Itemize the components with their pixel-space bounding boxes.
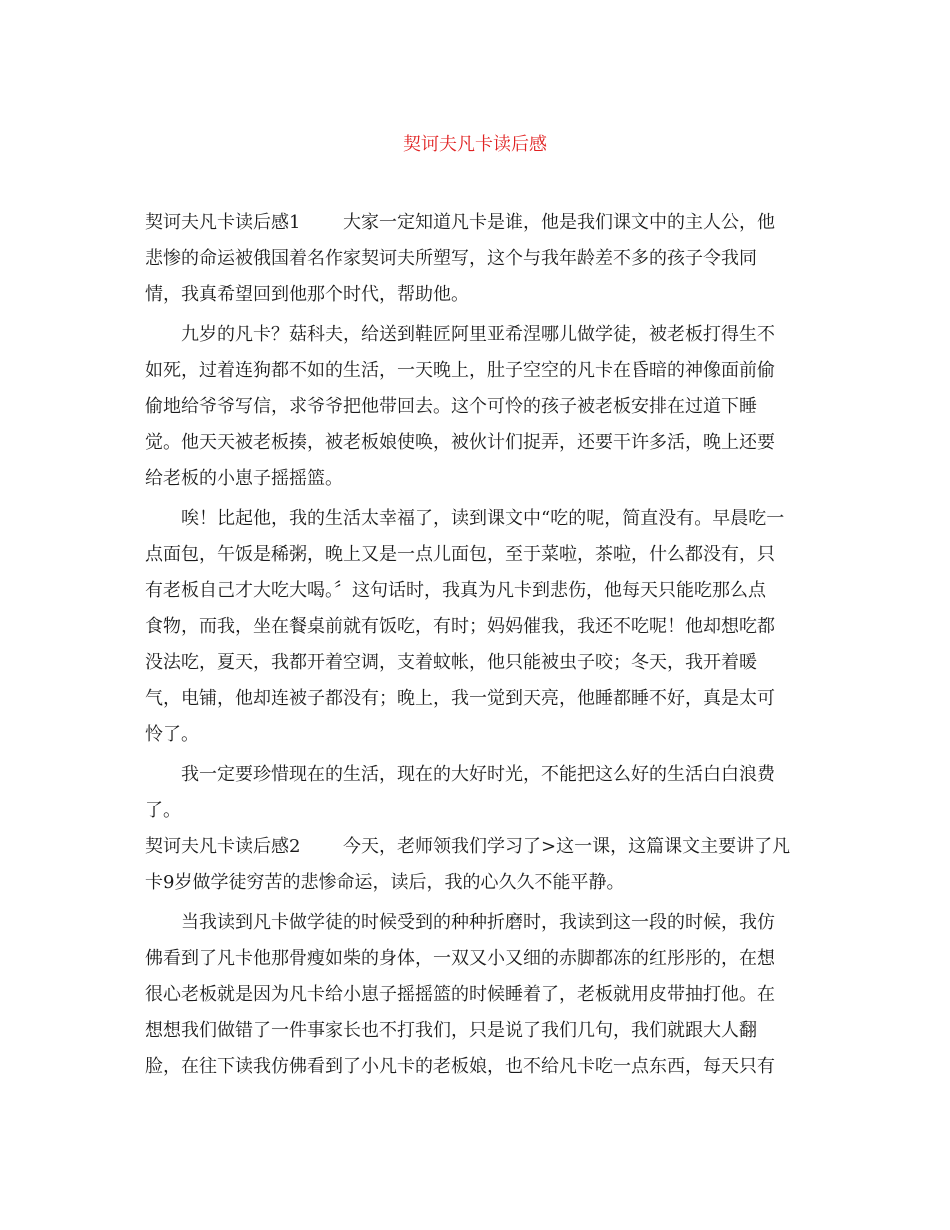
document-body	[145, 205, 807, 1085]
paragraph-line: 了。	[145, 800, 181, 821]
paragraph-line: 偷地给爷爷写信，求爷爷把他带回去。这个可怜的孩子被老板安排在过道下睡	[145, 396, 757, 417]
document-title: 契诃夫凡卡读后感	[403, 134, 547, 155]
paragraph-line: 大家一定知道凡卡是谁，他是我们课文中的主人公，他	[343, 212, 775, 233]
paragraph-line: 没法吃，夏天，我都开着空调，支着蚊帐，他只能被虫子咬；冬天，我开着暖	[145, 652, 757, 673]
paragraph-line: 今天，老师领我们学习了>这一课，这篇课文主要讲了凡	[343, 836, 791, 857]
paragraph-line: 唉！比起他，我的生活太幸福了，读到课文中“吃的呢，简直没有。早晨吃一	[181, 508, 785, 529]
paragraph-line: 悲惨的命运被俄国着名作家契诃夫所塑写，这个与我年龄差不多的孩子令我同	[145, 248, 757, 269]
section-2-first-line	[145, 829, 807, 865]
paragraph-line: 点面包，午饭是稀粥，晚上又是一点儿面包，至于菜啦，茶啦，什么都没有，只	[145, 544, 775, 565]
section-1-heading: 契诃夫凡卡读后感1	[145, 212, 301, 233]
paragraph-line: 有老板自己才大吃大喝。〞这句话时，我真为凡卡到悲伤，他每天只能吃那么点	[145, 580, 766, 601]
paragraph-line: 给老板的小崽子摇摇篮。	[145, 468, 343, 489]
paragraph-line: 佛看到了凡卡他那骨瘦如柴的身体，一双又小又细的赤脚都冻的红彤彤的，在想	[145, 948, 775, 969]
paragraph-line: 很心老板就是因为凡卡给小崽子摇摇篮的时候睡着了，老板就用皮带抽打他。在	[145, 984, 775, 1005]
paragraph-line: 情，我真希望回到他那个时代，帮助他。	[145, 284, 469, 305]
paragraph-line: 脸，在往下读我仿佛看到了小凡卡的老板娘，也不给凡卡吃一点东西，每天只有	[145, 1056, 775, 1077]
section-2-heading: 契诃夫凡卡读后感2	[145, 836, 301, 857]
section-1-first-line	[145, 205, 807, 241]
paragraph-line: 觉。他天天被老板揍，被老板娘使唤，被伙计们捉弄，还要干许多活，晚上还要	[145, 432, 775, 453]
paragraph-line: 气，电铺，他却连被子都没有；晚上，我一觉到天亮，他睡都睡不好，真是太可	[145, 688, 775, 709]
paragraph-line: 如死，过着连狗都不如的生活，一天晚上，肚子空空的凡卡在昏暗的神像面前偷	[145, 360, 775, 381]
paragraph-line: 食物，而我，坐在餐桌前就有饭吃，有时；妈妈催我，我还不吃呢！他却想吃都	[145, 616, 775, 637]
paragraph-line: 怜了。	[145, 724, 199, 745]
paragraph-line: 卡9岁做学徒穷苦的悲惨命运，读后，我的心久久不能平静。	[145, 872, 625, 893]
paragraph-line: 九岁的凡卡？菇科夫，给送到鞋匠阿里亚希涅哪儿做学徒，被老板打得生不	[181, 324, 775, 345]
paragraph-line: 当我读到凡卡做学徒的时候受到的种种折磨时，我读到这一段的时候，我仿	[181, 912, 775, 933]
paragraph-line: 我一定要珍惜现在的生活，现在的大好时光，不能把这么好的生活白白浪费	[181, 764, 775, 785]
paragraph-line: 想想我们做错了一件事家长也不打我们，只是说了我们几句，我们就跟大人翻	[145, 1020, 757, 1041]
